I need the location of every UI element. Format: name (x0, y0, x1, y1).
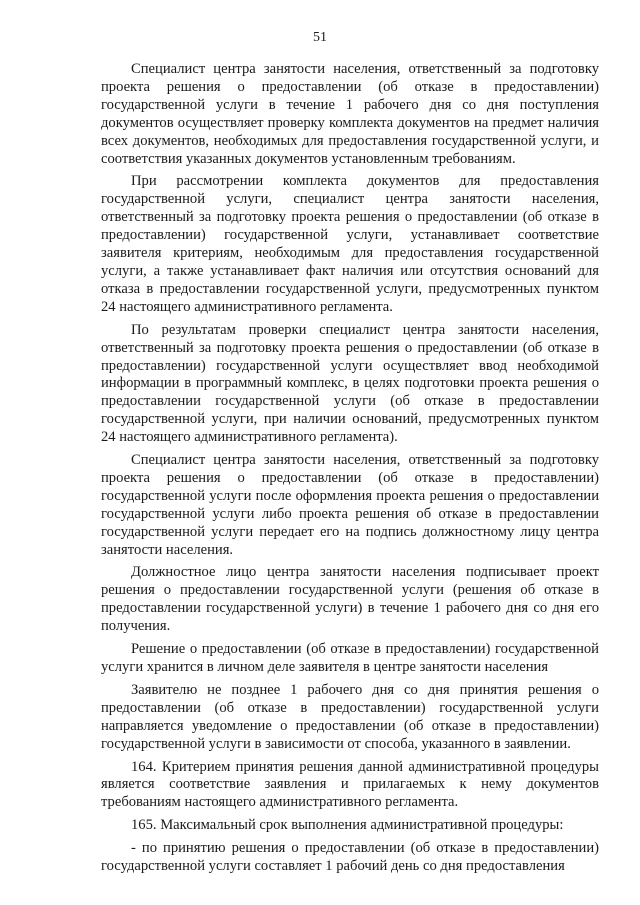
paragraph-draft-transfer: Специалист центра занятости населения, ответственный за подготовку проекта решения о предоставлении (об отказе в предоставлении) государственной услуги после оформления проекта решения о предоставлении государственной услуги либо проекта решения об отказе в предоставлении государственной услуги передает его на подпись должностному лицу центра занятости населения. (101, 452, 599, 558)
paragraph-bullet-decision: - по принятию решения о предоставлении (об отказе в предоставлении) государственной услуги составляет 1 рабочий день со дня предоставления (101, 840, 599, 875)
paragraph-specialist-check: Специалист центра занятости населения, ответственный за подготовку проекта решения о предоставлении (об отказе в предоставлении) государственной услуги в течение 1 рабочего дня со дня поступления документов осуществляет проверку комплекта документов на предмет наличия всех документов, необходимых для предоставления государственной услуги, и соответствия указанных документов установленным требованиям. (101, 61, 599, 167)
paragraph-item-165: 165. Максимальный срок выполнения административной процедуры: (131, 817, 564, 834)
paragraph-decision-storage: Решение о предоставлении (об отказе в предоставлении) государственной услуги хранится в личном деле заявителя в центре занятости населения (101, 641, 599, 675)
paragraph-review-criteria: При рассмотрении комплекта документов для предоставления государственной услуги, специалист центра занятости населения, ответственный за подготовку проекта решения о предоставлении (об отказе в предоставлении) государственной услуги, устанавливает соответствие заявителя критериям, необходимым для предоставления государственной услуги, а также устанавливает факт наличия или отсутствия оснований для отказа в предоставлении государственной услуги, предусмотренных пунктом 24 настоящего административного регламента. (101, 173, 599, 315)
paragraph-item-164: 164. Критерием принятия решения данной административной процедуры является соответствие заявления и прилагаемых к нему документов требованиям настоящего административного регламента. (101, 758, 599, 811)
paragraph-check-results: По результатам проверки специалист центра занятости населения, ответственный за подготовку проекта решения о предоставлении (об отказе в предоставлении) государственной услуги осуществляет ввод необходимой информации в программный комплекс, в целях подготовки проекта решения о предоставлении государственной услуги (об отказе в предоставлении государственной услуги, при наличии оснований, предусмотренных пунктом 24 настоящего административного регламента). (101, 321, 599, 446)
paragraph-official-signs: Должностное лицо центра занятости населения подписывает проект решения о предоставлении государственной услуги (решения об отказе в предоставлении государственной услуги) в течение 1 рабочего дня со дня его получения. (101, 564, 599, 635)
paragraph-applicant-notice: Заявителю не позднее 1 рабочего дня со дня принятия решения о предоставлении (об отказе в предоставлении) государственной услуги направляется уведомление о предоставлении (об отказе в предоставлении) государственной услуги в зависимости от способа, указанного в заявлении. (101, 681, 599, 752)
document-body (101, 61, 599, 876)
page-number: 51 (313, 30, 327, 45)
